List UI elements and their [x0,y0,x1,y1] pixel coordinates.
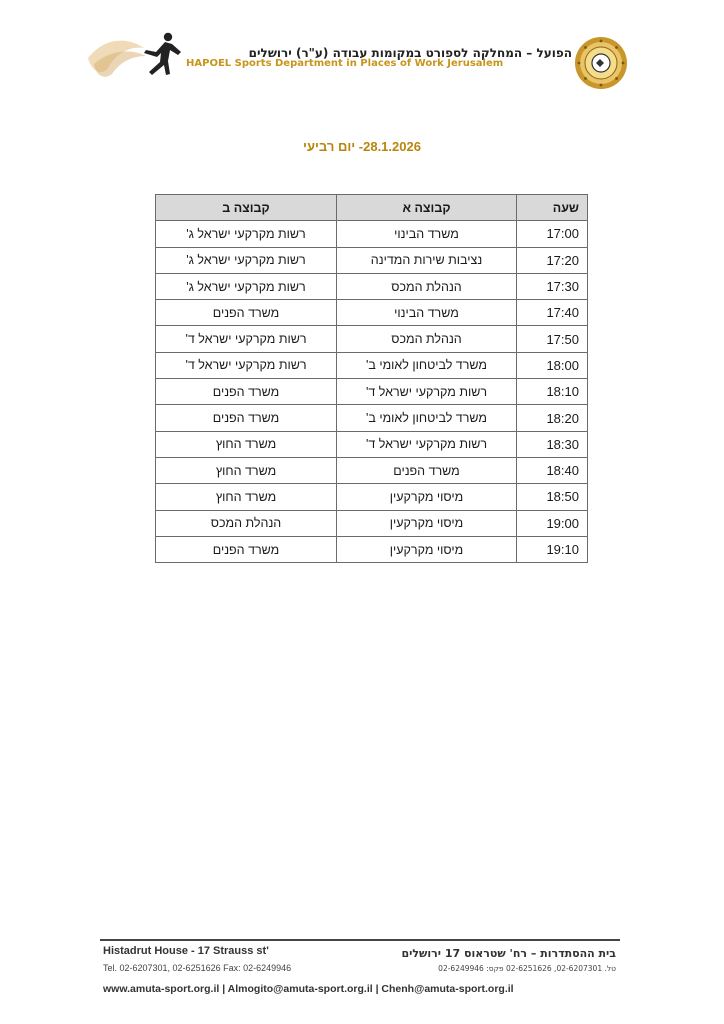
cell-group-a: משרד הפנים [337,457,517,483]
cell-time: 17:50 [517,326,588,352]
footer-divider [100,939,620,941]
cell-time: 17:00 [517,221,588,247]
schedule-body [156,221,588,563]
cell-group-a: מיסוי מקרקעין [337,484,517,510]
header-title-hebrew: הפועל – המחלקה לספורט במקומות עבודה (ע"ר) ירושלים [248,46,572,60]
cell-group-a: נציבות שירות המדינה [337,247,517,273]
cell-group-b: רשות מקרקעי ישראל ד' [156,352,337,378]
cell-time: 18:50 [517,484,588,510]
cell-time: 18:10 [517,379,588,405]
footer-contacts: www.amuta-sport.org.il | Almogito@amuta-sport.org.il | Chenh@amuta-sport.org.il [103,983,514,995]
cell-group-b: משרד הפנים [156,536,337,562]
header-title-english: HAPOEL Sports Department in Places of Work Jerusalem [186,58,504,69]
cell-time: 19:00 [517,510,588,536]
cell-group-a: משרד לביטחון לאומי ב' [337,405,517,431]
cell-time: 17:40 [517,300,588,326]
table-row [156,405,588,431]
cell-group-b: משרד הפנים [156,405,337,431]
cell-group-b: משרד החוץ [156,457,337,483]
cell-group-b: משרד החוץ [156,484,337,510]
table-row [156,326,588,352]
table-header-row [156,195,588,221]
cell-time: 17:30 [517,273,588,299]
table-row [156,379,588,405]
cell-time: 18:00 [517,352,588,378]
table-row [156,484,588,510]
table-row [156,352,588,378]
table-row [156,431,588,457]
cell-group-b: רשות מקרקעי ישראל ג' [156,273,337,299]
footer-address-hebrew: בית ההסתדרות – רח' שטראוס 17 ירושלים [401,947,616,960]
cell-group-b: רשות מקרקעי ישראל ג' [156,247,337,273]
cell-group-a: הנהלת המכס [337,326,517,352]
schedule-table [155,194,588,563]
table-row [156,300,588,326]
day-text: - יום רביעי [303,139,364,154]
footer-phones-english: Tel. 02-6207301, 02-6251626 Fax: 02-6249946 [103,963,292,973]
cell-group-a: משרד לביטחון לאומי ב' [337,352,517,378]
cell-group-b: משרד הפנים [156,300,337,326]
table-row [156,247,588,273]
table-row [156,457,588,483]
runner-logo-icon [86,28,186,82]
cell-group-a: משרד הבינוי [337,300,517,326]
cell-time: 19:10 [517,536,588,562]
cell-group-b: משרד הפנים [156,379,337,405]
page-title [0,139,724,154]
header-time: שעה [517,195,588,221]
cell-group-b: הנהלת המכס [156,510,337,536]
cell-group-a: משרד הבינוי [337,221,517,247]
cell-group-a: מיסוי מקרקעין [337,536,517,562]
header-group-a: קבוצה א [337,195,517,221]
cell-group-b: רשות מקרקעי ישראל ג' [156,221,337,247]
cell-time: 18:40 [517,457,588,483]
cell-group-a: הנהלת המכס [337,273,517,299]
hapoel-seal-icon [574,36,628,90]
table-row [156,536,588,562]
date-text: 28.1.2026 [363,139,421,154]
footer-phones-hebrew: טל. 02-6207301, 02-6251626 פקס: 02-6249946 [438,964,616,973]
table-row [156,273,588,299]
table-row [156,510,588,536]
footer-address-english: Histadrut House - 17 Strauss st' [103,945,269,957]
cell-time: 18:30 [517,431,588,457]
cell-time: 18:20 [517,405,588,431]
cell-group-a: מיסוי מקרקעין [337,510,517,536]
cell-group-b: משרד החוץ [156,431,337,457]
table-row [156,221,588,247]
cell-group-b: רשות מקרקעי ישראל ד' [156,326,337,352]
cell-group-a: רשות מקרקעי ישראל ד' [337,379,517,405]
cell-group-a: רשות מקרקעי ישראל ד' [337,431,517,457]
page-header [0,0,724,95]
header-group-b: קבוצה ב [156,195,337,221]
cell-time: 17:20 [517,247,588,273]
